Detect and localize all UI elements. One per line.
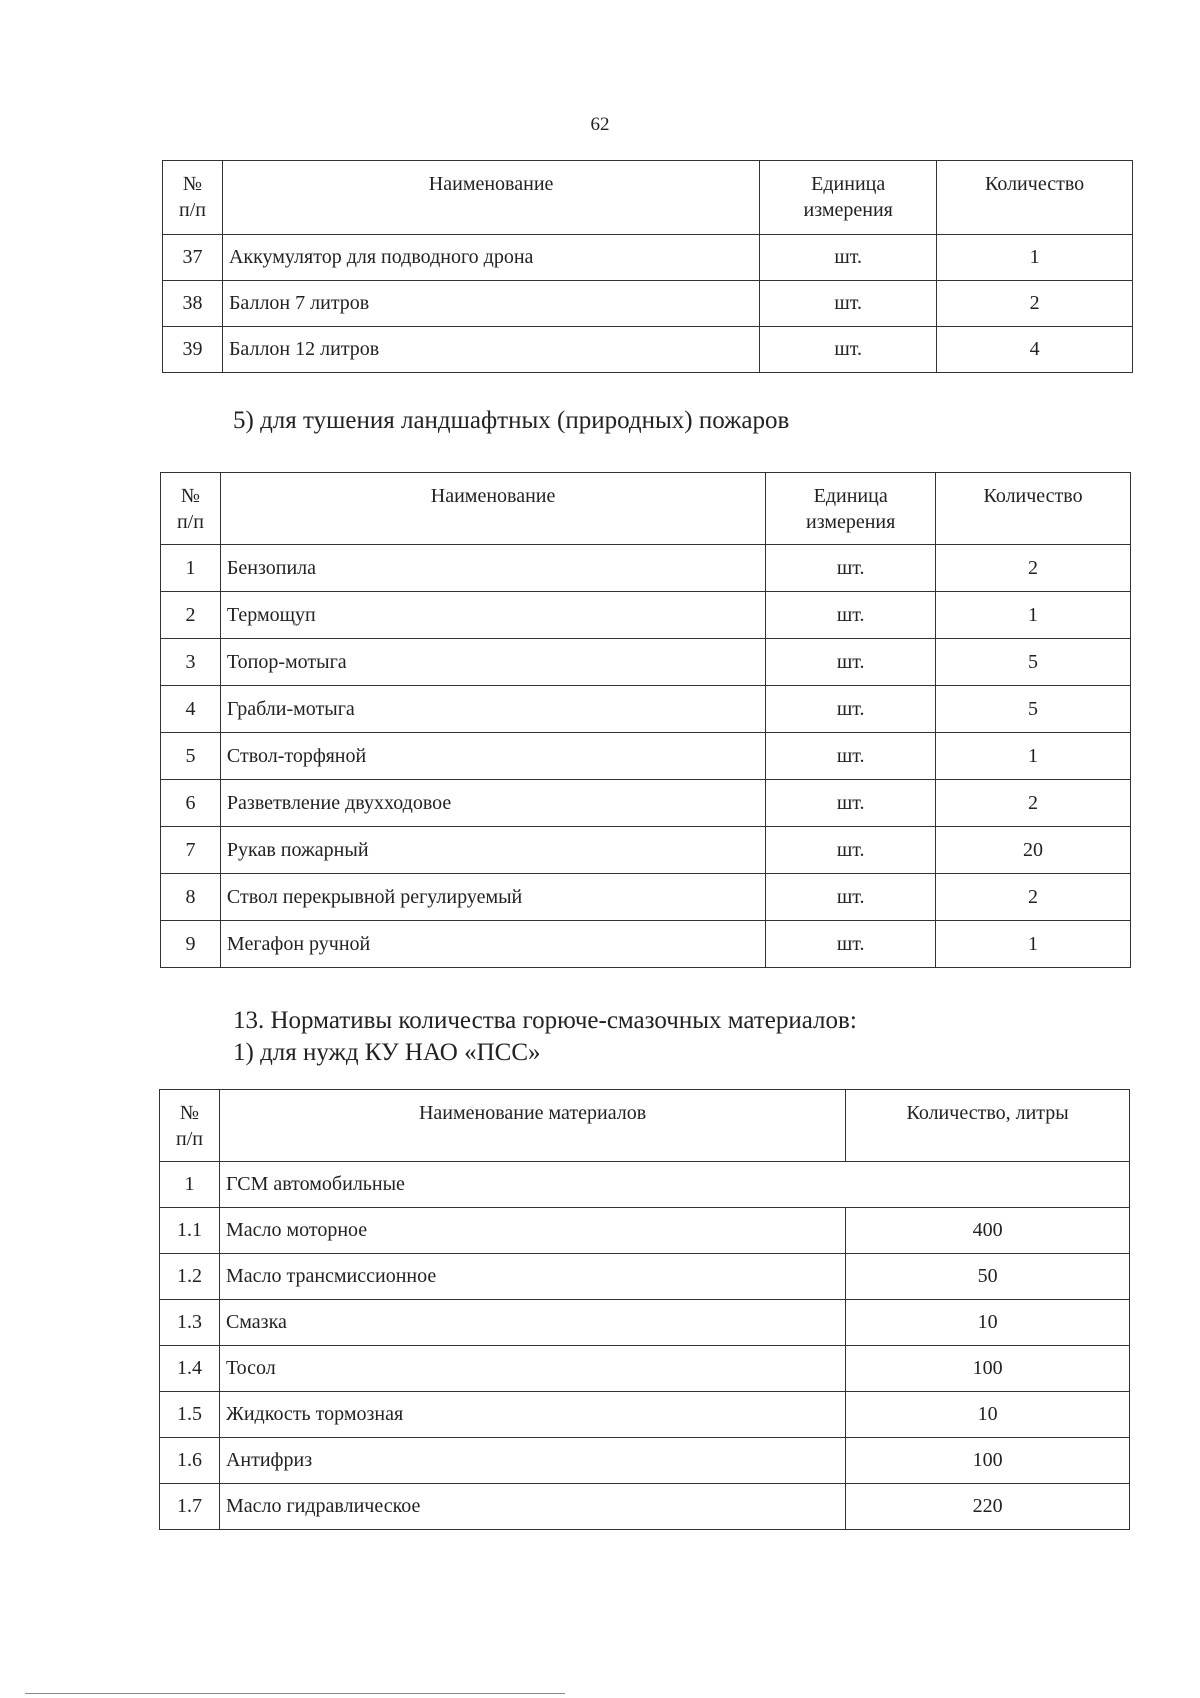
row-qty: 1 [936,592,1131,639]
row-name: Термощуп [220,592,765,639]
row-unit: шт. [766,874,936,921]
row-num: 38 [163,281,223,327]
section-13-title: 13. Нормативы количества горюче-смазочных материалов: [233,1007,857,1034]
row-name: Разветвление двухходовое [220,780,765,827]
table-header-row [160,1090,1130,1162]
fuel-lubricants-table [159,1089,1130,1530]
header-qty: Количество [936,473,1131,545]
header-qty: Количество [937,161,1133,235]
row-name: Топор-мотыга [220,639,765,686]
row-qty: 5 [936,639,1131,686]
table-row [161,733,1131,780]
table-row [161,921,1131,968]
row-name: Жидкость тормозная [219,1392,845,1438]
row-name: Бензопила [220,545,765,592]
footer-rule [25,1693,565,1694]
equipment-table-continued [162,160,1133,373]
row-name: Грабли-мотыга [220,686,765,733]
row-unit: шт. [766,545,936,592]
row-num: 1.7 [160,1484,220,1530]
row-num: 1.3 [160,1300,220,1346]
group-name: ГСМ автомобильные [219,1162,1129,1208]
row-qty: 2 [936,545,1131,592]
row-qty: 4 [937,327,1133,373]
table-header-row [161,473,1131,545]
row-unit: шт. [766,592,936,639]
row-num: 1.4 [160,1346,220,1392]
header-qty: Количество, литры [846,1090,1130,1162]
row-name: Ствол-торфяной [220,733,765,780]
table-row [161,686,1131,733]
row-num: 1.2 [160,1254,220,1300]
row-num: 7 [161,827,221,874]
row-qty: 400 [846,1208,1130,1254]
row-unit: шт. [760,327,937,373]
table-row [161,592,1131,639]
header-num: № п/п [161,473,221,545]
table-row [161,874,1131,921]
row-qty: 2 [936,780,1131,827]
row-name: Мегафон ручной [220,921,765,968]
row-qty: 10 [846,1392,1130,1438]
table-header-row [163,161,1133,235]
table-row [163,327,1133,373]
header-unit: Единица измерения [766,473,936,545]
table-row [161,780,1131,827]
row-unit: шт. [766,827,936,874]
table-row [163,235,1133,281]
row-num: 6 [161,780,221,827]
header-unit: Единица измерения [760,161,937,235]
row-name: Тосол [219,1346,845,1392]
row-qty: 100 [846,1438,1130,1484]
row-name: Масло трансмиссионное [219,1254,845,1300]
row-qty: 1 [937,235,1133,281]
row-qty: 5 [936,686,1131,733]
table-group-row [160,1162,1130,1208]
row-num: 37 [163,235,223,281]
row-name: Ствол перекрывной регулируемый [220,874,765,921]
row-qty: 50 [846,1254,1130,1300]
row-num: 4 [161,686,221,733]
header-num: № п/п [160,1090,220,1162]
row-qty: 1 [936,921,1131,968]
row-num: 1.5 [160,1392,220,1438]
table-row [161,545,1131,592]
row-unit: шт. [766,686,936,733]
row-num: 2 [161,592,221,639]
row-name: Масло гидравлическое [219,1484,845,1530]
row-unit: шт. [766,780,936,827]
row-name: Масло моторное [219,1208,845,1254]
table-row [160,1484,1130,1530]
row-qty: 2 [937,281,1133,327]
table-row [160,1346,1130,1392]
row-qty: 1 [936,733,1131,780]
row-num: 9 [161,921,221,968]
header-name: Наименование материалов [219,1090,845,1162]
row-unit: шт. [766,733,936,780]
row-num: 1.1 [160,1208,220,1254]
row-qty: 100 [846,1346,1130,1392]
row-num: 1 [161,545,221,592]
table-row [163,281,1133,327]
row-num: 1.6 [160,1438,220,1484]
row-num: 39 [163,327,223,373]
row-qty: 2 [936,874,1131,921]
header-name: Наименование [220,473,765,545]
row-name: Антифриз [219,1438,845,1484]
row-name: Баллон 7 литров [222,281,759,327]
row-num: 3 [161,639,221,686]
row-unit: шт. [766,639,936,686]
row-name: Аккумулятор для подводного дрона [222,235,759,281]
section-13-subtitle: 1) для нужд КУ НАО «ПСС» [233,1039,541,1066]
page-number: 62 [590,114,610,135]
landscape-fire-equipment-table [160,472,1131,968]
header-num: № п/п [163,161,223,235]
row-num: 8 [161,874,221,921]
table-row [160,1392,1130,1438]
row-qty: 10 [846,1300,1130,1346]
table-row [161,827,1131,874]
header-name: Наименование [222,161,759,235]
table-row [161,639,1131,686]
table-row [160,1208,1130,1254]
table-row [160,1438,1130,1484]
row-qty: 220 [846,1484,1130,1530]
section-5-title: 5) для тушения ландшафтных (природных) пожаров [233,407,790,434]
table-row [160,1254,1130,1300]
row-unit: шт. [760,281,937,327]
row-unit: шт. [766,921,936,968]
group-num: 1 [160,1162,220,1208]
row-name: Баллон 12 литров [222,327,759,373]
row-unit: шт. [760,235,937,281]
table-row [160,1300,1130,1346]
row-name: Рукав пожарный [220,827,765,874]
row-qty: 20 [936,827,1131,874]
row-name: Смазка [219,1300,845,1346]
row-num: 5 [161,733,221,780]
